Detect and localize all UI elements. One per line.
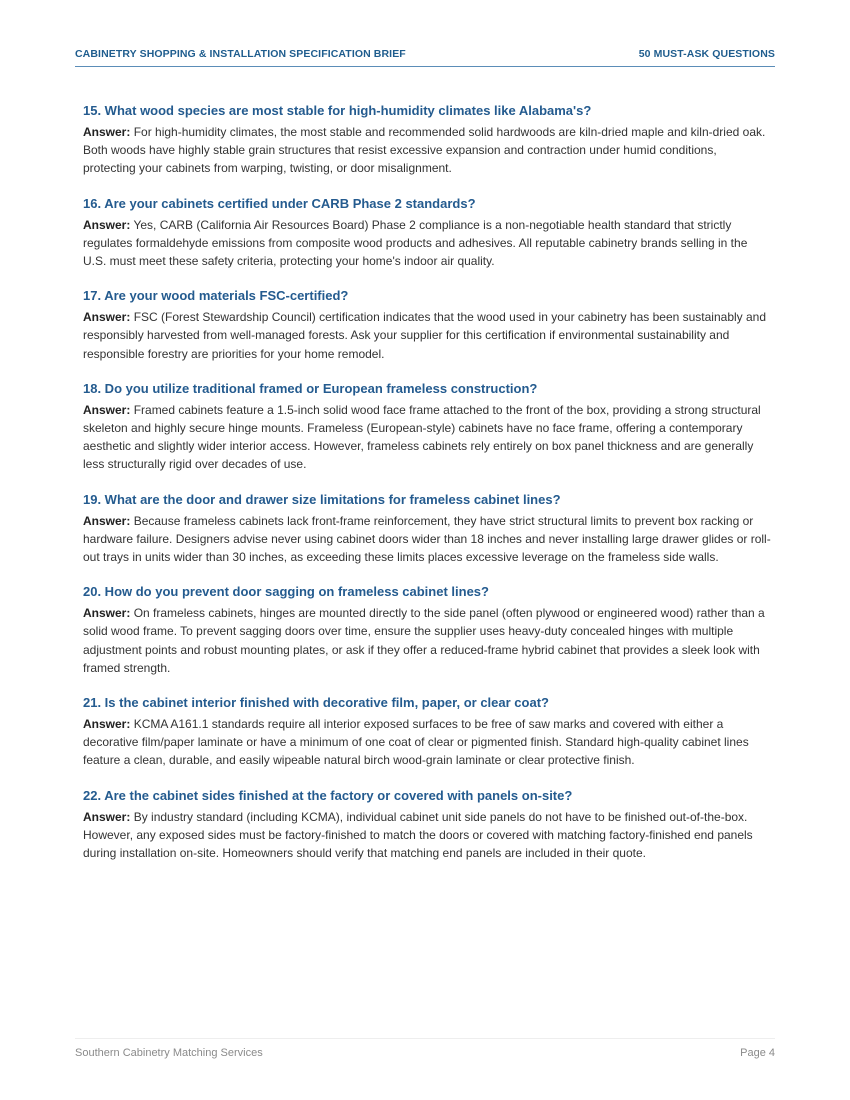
answer-paragraph <box>83 401 771 474</box>
question-heading: 16. Are your cabinets certified under CARB Phase 2 standards? <box>83 195 476 211</box>
question-heading: 22. Are the cabinet sides finished at the factory or covered with panels on-site? <box>83 787 573 803</box>
qa-item-19 <box>83 491 771 567</box>
answer-label: Answer: <box>83 217 131 232</box>
answer-paragraph <box>83 512 771 567</box>
page-header <box>75 48 775 67</box>
answer-paragraph <box>83 715 771 770</box>
answer-paragraph <box>83 604 771 677</box>
qa-item-22 <box>83 787 771 863</box>
question-heading: 15. What wood species are most stable for high-humidity climates like Alabama's? <box>83 103 592 118</box>
qa-item-16 <box>83 195 771 271</box>
page-footer <box>75 1038 775 1059</box>
qa-item-21 <box>83 694 771 770</box>
qa-item-15 <box>83 102 771 178</box>
qa-item-17 <box>83 287 771 363</box>
page-number: Page 4 <box>740 1047 775 1059</box>
answer-label: Answer: <box>83 717 131 732</box>
answer-paragraph <box>83 123 771 178</box>
answer-text: Framed cabinets feature a 1.5-inch solid wood face frame attached to the front of the box, providing a strong structural skeleton and highly secure hinge mounts. Frameless (European-style) cabinets have no face frame, offering a contemporary aesthetic and slightly wider interior access. However, frameless cabinets rely entirely on box panel thickness and are generally less structurally rigid over decades of use. <box>83 402 761 472</box>
answer-paragraph <box>83 808 771 863</box>
header-section-title: 50 MUST-ASK QUESTIONS <box>638 48 775 60</box>
answer-text: For high-humidity climates, the most stable and recommended solid hardwoods are kiln-dried maple and kiln-dried oak. Both woods have highly stable grain structures that resist excessive expansion and contraction under humid conditions, protecting your cabinets from warping, twisting, or door misalignment. <box>83 125 766 176</box>
answer-text: Yes, CARB (California Air Resources Board) Phase 2 compliance is a non-negotiable health standard that strictly regulates formaldehyde emissions from composite wood products and adhesives. All reputable cabinetry brands selling in the U.S. must meet these safety criteria, protecting your home's indoor air quality. <box>83 217 748 269</box>
answer-label: Answer: <box>83 606 131 621</box>
answer-text: On frameless cabinets, hinges are mounted directly to the side panel (often plywood or engineered wood) rather than a solid wood frame. To prevent sagging doors over time, ensure the supplier uses heavy-duty concealed hinges with multiple adjustment points and robust mounting plates, or ask if they offer a reduced-frame hybrid cabinet that provides a sleek look with framed strength. <box>83 606 765 675</box>
answer-text: KCMA A161.1 standards require all interior exposed surfaces to be free of saw marks and covered with either a decorative film/paper laminate or have a minimum of one coat of clear or pigmented finish. Standard high-quality cabinet lines feature a clean, durable, and easily wipeable natural birch wood-grain laminate or clear protective finish. <box>83 717 749 768</box>
answer-label: Answer: <box>83 809 131 824</box>
answer-label: Answer: <box>83 513 131 528</box>
question-heading: 17. Are your wood materials FSC-certified? <box>83 288 349 304</box>
answer-paragraph <box>83 308 771 363</box>
footer-company-name: Southern Cabinetry Matching Services <box>75 1047 263 1059</box>
question-heading: 19. What are the door and drawer size limitations for frameless cabinet lines? <box>83 491 561 507</box>
qa-item-18 <box>83 380 771 474</box>
question-heading: 18. Do you utilize traditional framed or European frameless construction? <box>83 380 538 396</box>
question-heading: 20. How do you prevent door sagging on frameless cabinet lines? <box>83 584 489 600</box>
answer-text: By industry standard (including KCMA), individual cabinet unit side panels do not have to be finished out-of-the-box. However, any exposed sides must be factory-finished to match the doors or covered with matching factory-finished end panels during installation on-site. Homeowners should verify that matching end panels are included in their quote. <box>83 809 753 861</box>
answer-label: Answer: <box>83 125 131 139</box>
question-heading: 21. Is the cabinet interior finished with decorative film, paper, or clear coat? <box>83 695 549 711</box>
answer-text: Because frameless cabinets lack front-frame reinforcement, they have strict structural limits to prevent box racking or hardware failure. Designers advise never using cabinet doors wider than 18 inches and never installing large drawer glides or roll-out trays in units wider than 30 inches, as exceeding these limits places excessive leverage on the frameless side walls. <box>83 513 771 565</box>
answer-paragraph <box>83 216 771 271</box>
answer-label: Answer: <box>83 402 131 417</box>
answer-label: Answer: <box>83 310 131 325</box>
qa-list <box>83 102 771 879</box>
answer-text: FSC (Forest Stewardship Council) certification indicates that the wood used in your cabinetry has been sustainably and responsibly harvested from well-managed forests. Ask your supplier for this certification if environmental sustainability and responsible forestry are priorities for your home remodel. <box>83 310 767 361</box>
qa-item-20 <box>83 583 771 677</box>
header-document-title: CABINETRY SHOPPING & INSTALLATION SPECIFICATION BRIEF <box>75 48 406 60</box>
